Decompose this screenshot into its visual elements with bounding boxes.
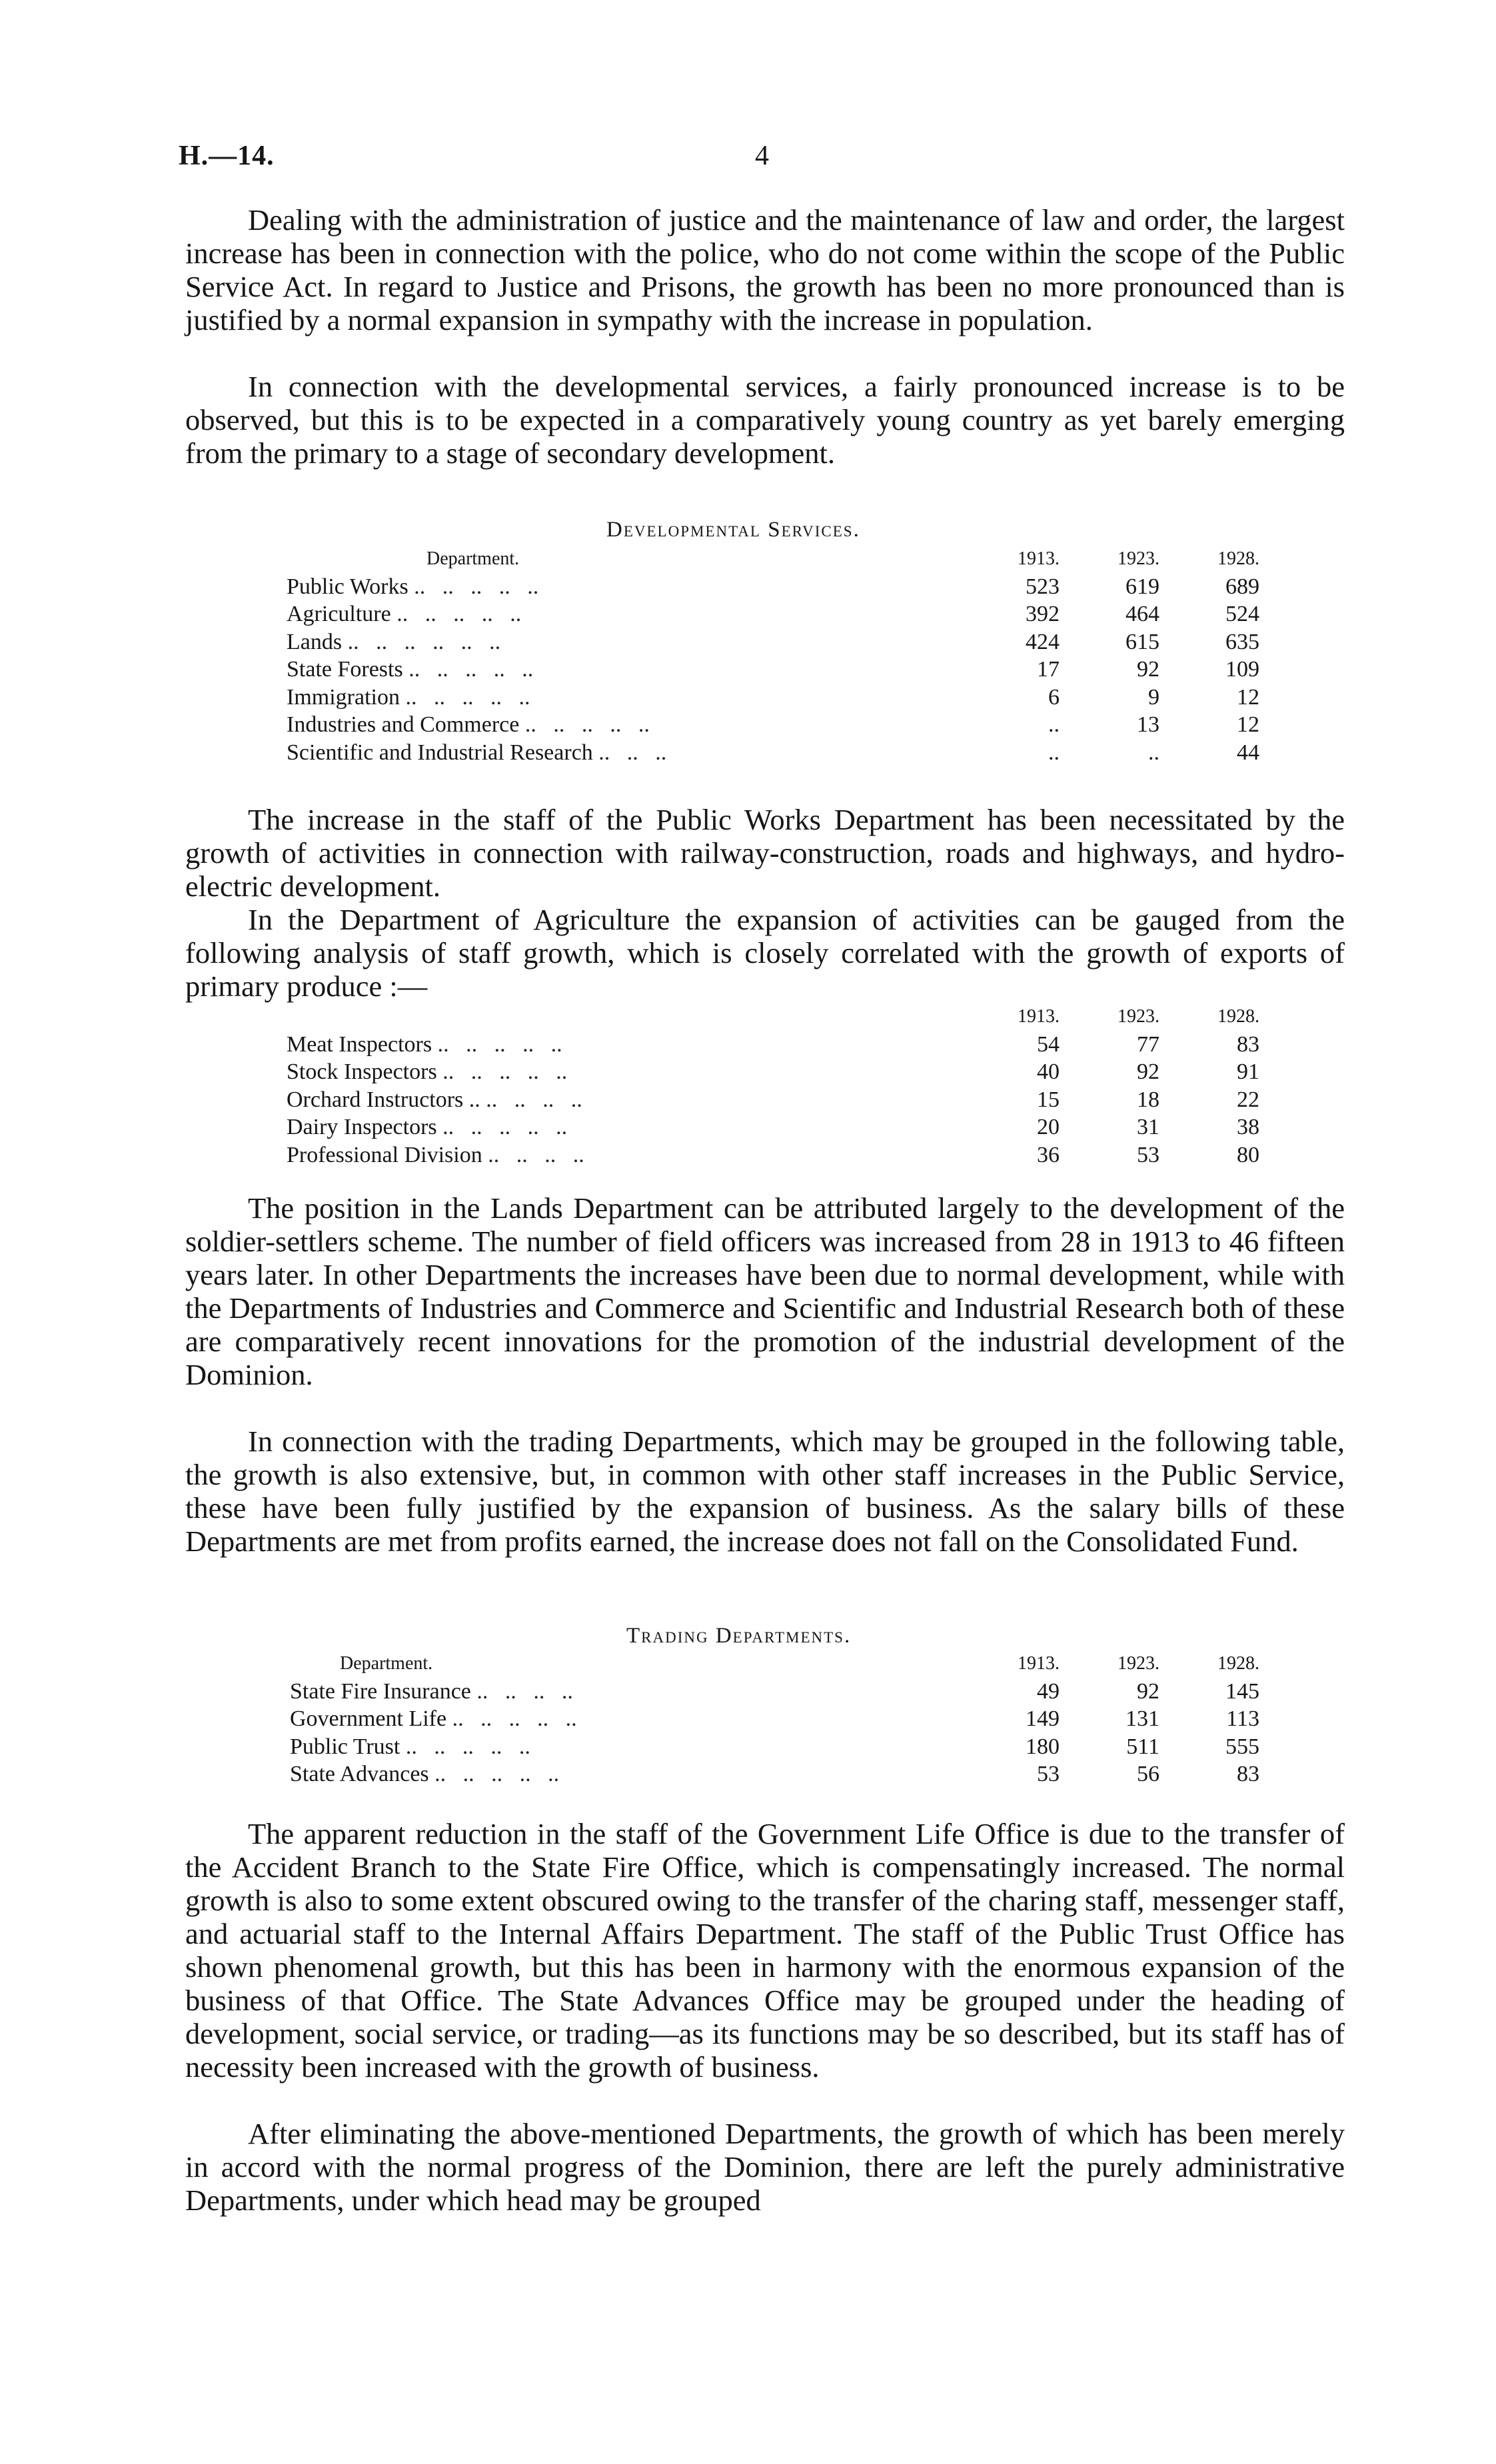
department-name: Immigration: [287, 684, 400, 710]
trading-table-title: Trading Departments.: [626, 1624, 852, 1648]
developmental-services-table: [287, 545, 1259, 766]
leader-dots: .. .. .. ..: [488, 1142, 584, 1167]
value-y2: 92: [1137, 1678, 1159, 1704]
value-y1: 392: [1026, 602, 1060, 626]
table-row: [287, 684, 1259, 712]
value-y2: 9: [1148, 684, 1159, 710]
leader-dots: .. .. .. ..: [486, 1087, 582, 1112]
column-header-department: Department.: [340, 1653, 433, 1674]
table-header-row: [287, 1003, 1259, 1031]
table-row: [287, 600, 1259, 628]
value-y2: 464: [1125, 602, 1159, 626]
paragraph-developmental: In connection with the developmental services, a fairly pronounced increase is to be observed, but this is to be expected in a comparatively young country as yet barely emerging from the primary to a stage of secondary development.: [185, 370, 1345, 470]
value-y1: 40: [1037, 1059, 1060, 1084]
department-name: Orchard Instructors ..: [287, 1087, 480, 1112]
leader-dots: .. .. .. .. ..: [442, 1115, 568, 1139]
leader-dots: .. .. .. .. ..: [405, 1734, 530, 1759]
paragraph-trading: In connection with the trading Departments, which may be grouped in the following table, the growth is also extensive, but, in common with other staff increases in the Public Service, these have been fully justified by the expansion of business. As the salary bills of these Departments are met from profits earned, the increase does not fall on the Consolidated Fund.: [185, 1425, 1345, 1558]
value-y3: 44: [1237, 740, 1259, 765]
column-header-1923: 1923.: [1118, 1006, 1159, 1027]
table-row: [287, 1086, 1259, 1114]
leader-dots: .. .. .. .. ..: [434, 1762, 560, 1786]
value-y1: 424: [1026, 629, 1060, 654]
developmental-table-title: Developmental Services.: [606, 518, 860, 542]
table-header-row: [290, 1650, 1259, 1678]
value-y1: 54: [1037, 1031, 1060, 1057]
value-y1: 149: [1026, 1706, 1060, 1731]
column-header-1923: 1923.: [1118, 1653, 1159, 1674]
value-y3: 80: [1237, 1142, 1259, 1167]
department-name: State Advances: [290, 1762, 429, 1786]
value-y2: 31: [1137, 1115, 1159, 1139]
department-name: Scientific and Industrial Research: [287, 740, 593, 765]
table-row: [290, 1678, 1259, 1706]
table-row: [287, 1058, 1259, 1086]
department-name: Stock Inspectors: [287, 1059, 437, 1084]
value-y2: ..: [1148, 740, 1159, 765]
leader-dots: .. .. .. ..: [476, 1678, 573, 1704]
document-code: H.—14.: [179, 141, 275, 171]
table-row: [287, 1113, 1259, 1141]
table-row: [287, 628, 1259, 656]
department-name: Dairy Inspectors: [287, 1115, 437, 1139]
column-header-1928: 1928.: [1217, 548, 1259, 569]
value-y1: 15: [1037, 1087, 1060, 1112]
table-header-row: [287, 545, 1259, 573]
value-y2: 619: [1125, 574, 1159, 599]
leader-dots: .. .. .. .. ..: [442, 1059, 568, 1084]
value-y1: 6: [1048, 684, 1060, 710]
column-header-1913: 1913.: [1018, 548, 1060, 569]
table-row: [287, 1141, 1259, 1169]
table-row: [290, 1705, 1259, 1733]
paragraph-government-life: The apparent reduction in the staff of the Government Life Office is due to the transfer of the Accident Branch to the State Fire Office, which is compensatingly increased. The normal growth is also to some extent obscured owing to the transfer of the charing staff, messenger staff, and actuarial staff to the Internal Affairs Department. The staff of the Public Trust Office has shown phenomenal growth, but this has been in harmony with the enormous expansion of the business of that Office. The State Advances Office may be grouped under the heading of development, social service, or trading—as its functions may be so described, but its staff has of necessity been increased with the growth of business.: [185, 1817, 1345, 2084]
paragraph-justice: Dealing with the administration of justice and the maintenance of law and order, the largest increase has been in connection with the police, who do not come within the scope of the Public Service Act. In regard to Justice and Prisons, the growth has been no more pronounced than is justified by a normal expansion in sympathy with the increase in population.: [185, 203, 1345, 336]
column-header-1928: 1928.: [1217, 1653, 1259, 1674]
paragraph-public-works: The increase in the staff of the Public Works Department has been necessitated by the growth of activities in connection with railway-construction, roads and highways, and hydro-electric development.: [185, 803, 1345, 903]
department-name: Professional Division: [287, 1142, 482, 1167]
agriculture-staff-table: [287, 1003, 1259, 1169]
value-y3: 38: [1237, 1115, 1259, 1139]
value-y3: 22: [1237, 1087, 1259, 1112]
value-y1: 523: [1026, 574, 1060, 599]
value-y1: 17: [1037, 657, 1060, 682]
leader-dots: .. .. .. .. ..: [524, 712, 650, 737]
leader-dots: .. .. ..: [598, 740, 667, 765]
value-y2: 92: [1137, 657, 1159, 682]
department-name: Agriculture: [287, 602, 391, 626]
column-header-1913: 1913.: [1018, 1653, 1060, 1674]
value-y2: 92: [1137, 1059, 1159, 1084]
value-y3: 83: [1237, 1762, 1259, 1786]
value-y3: 689: [1225, 574, 1259, 599]
value-y3: 635: [1225, 629, 1259, 654]
value-y1: 49: [1037, 1678, 1060, 1704]
leader-dots: .. .. .. .. .. ..: [347, 629, 501, 654]
value-y3: 12: [1237, 684, 1259, 710]
column-header-1923: 1923.: [1118, 548, 1159, 569]
value-y1: ..: [1048, 740, 1060, 765]
value-y2: 131: [1125, 1706, 1159, 1731]
value-y2: 18: [1137, 1087, 1159, 1112]
value-y1: 53: [1037, 1762, 1060, 1786]
table-row: [287, 573, 1259, 601]
department-name: State Fire Insurance: [290, 1678, 471, 1704]
paragraph-administrative: After eliminating the above-mentioned Departments, the growth of which has been merely in accord with the normal progress of the Dominion, there are left the purely administrative Departments, under which head may be grouped: [185, 2117, 1345, 2217]
value-y2: 13: [1137, 712, 1159, 737]
value-y3: 113: [1226, 1706, 1259, 1731]
department-name: Public Works: [287, 574, 408, 599]
value-y1: ..: [1048, 712, 1060, 737]
paragraph-lands: The position in the Lands Department can be attributed largely to the development of the soldier-settlers scheme. The number of field officers was increased from 28 in 1913 to 46 fifteen years later. In other Departments the increases have been due to normal development, while with the Departments of Industries and Commerce and Scientific and Industrial Research both of these are comparatively recent innovations for the promotion of the industrial development of the Dominion.: [185, 1191, 1345, 1391]
column-header-1928: 1928.: [1217, 1006, 1259, 1027]
department-name: Meat Inspectors: [287, 1031, 432, 1057]
value-y2: 511: [1126, 1734, 1159, 1759]
leader-dots: .. .. .. .. ..: [437, 1031, 562, 1057]
table-row: [287, 711, 1259, 739]
column-header-department: Department.: [426, 548, 520, 569]
value-y3: 91: [1237, 1059, 1259, 1084]
column-header-1913: 1913.: [1018, 1006, 1060, 1027]
value-y1: 20: [1037, 1115, 1060, 1139]
value-y3: 555: [1225, 1734, 1259, 1759]
value-y2: 56: [1137, 1762, 1159, 1786]
leader-dots: .. .. .. .. ..: [414, 574, 539, 599]
leader-dots: .. .. .. .. ..: [452, 1706, 577, 1731]
table-row: [290, 1760, 1259, 1788]
leader-dots: .. .. .. .. ..: [405, 684, 530, 710]
table-row: [287, 1031, 1259, 1059]
value-y3: 83: [1237, 1031, 1259, 1057]
department-name: Public Trust: [290, 1734, 400, 1759]
value-y3: 109: [1225, 657, 1259, 682]
leader-dots: .. .. .. .. ..: [408, 657, 534, 682]
table-row: [287, 656, 1259, 684]
department-name: State Forests: [287, 657, 403, 682]
value-y3: 145: [1225, 1678, 1259, 1704]
trading-departments-table: [290, 1650, 1259, 1788]
department-name: Government Life: [290, 1706, 447, 1731]
page-number: 4: [755, 141, 769, 171]
value-y2: 53: [1137, 1142, 1159, 1167]
department-name: Lands: [287, 629, 343, 654]
value-y2: 615: [1125, 629, 1159, 654]
leader-dots: .. .. .. .. ..: [396, 602, 522, 626]
value-y3: 524: [1225, 602, 1259, 626]
department-name: Industries and Commerce: [287, 712, 520, 737]
value-y1: 180: [1026, 1734, 1060, 1759]
table-row: [287, 739, 1259, 767]
table-row: [290, 1733, 1259, 1761]
paragraph-agriculture: In the Department of Agriculture the expansion of activities can be gauged from the following analysis of staff growth, which is closely correlated with the growth of exports of primary produce :—: [185, 903, 1345, 1003]
value-y3: 12: [1237, 712, 1259, 737]
value-y2: 77: [1137, 1031, 1159, 1057]
value-y1: 36: [1037, 1142, 1060, 1167]
